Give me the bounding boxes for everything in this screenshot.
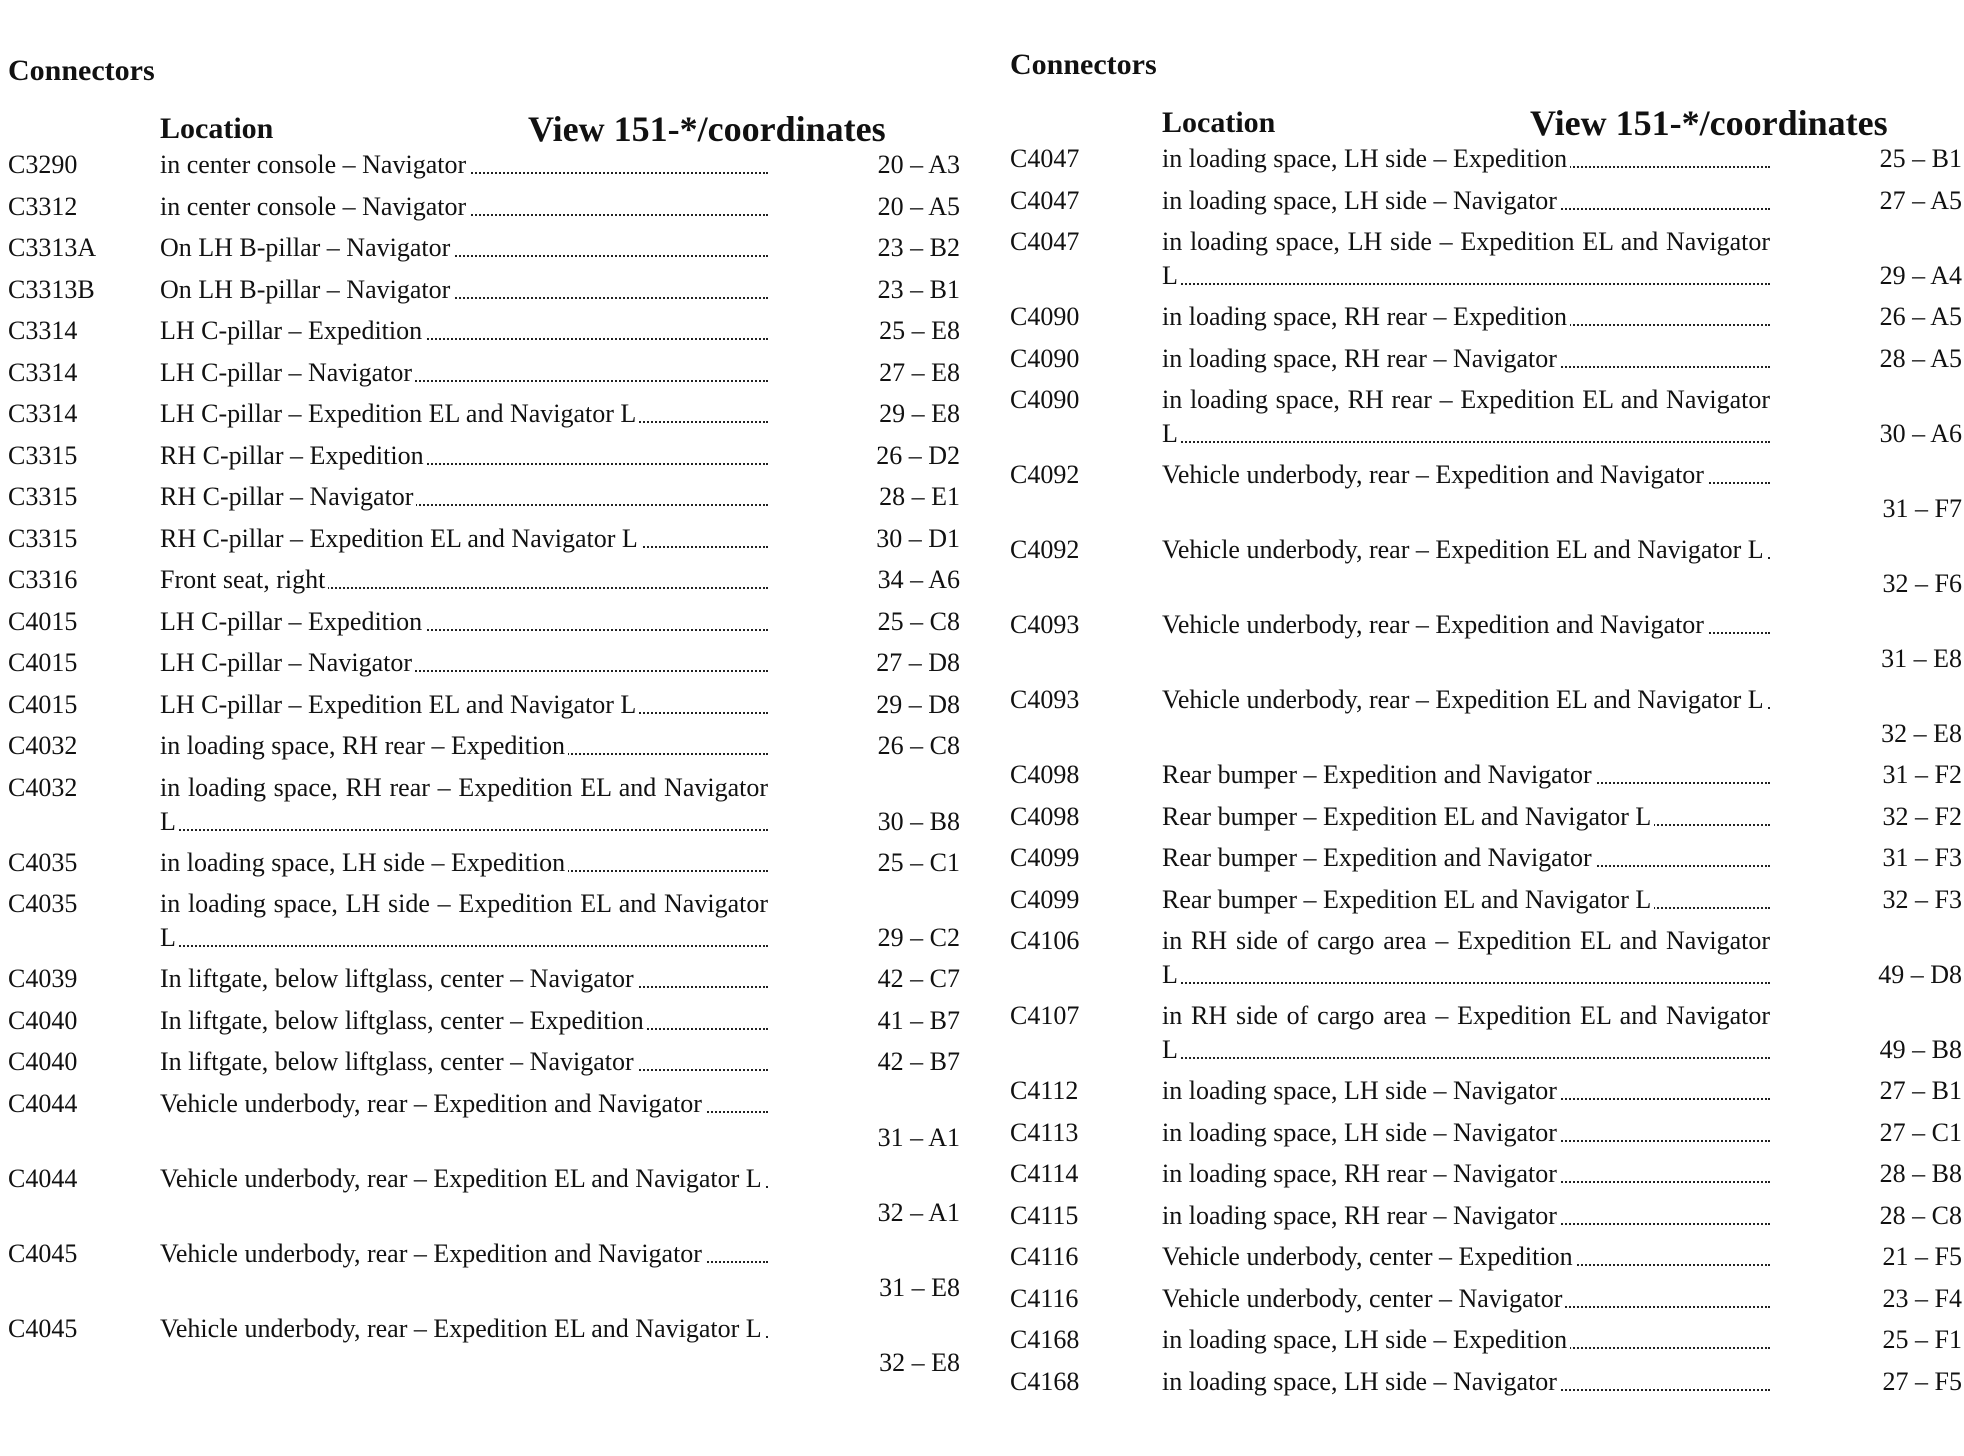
location-text: Vehicle underbody, center – Navigator <box>1162 1284 1565 1313</box>
leader-dots <box>160 829 768 831</box>
table-row <box>8 887 968 962</box>
table-row <box>1010 800 1964 842</box>
table-row <box>1010 1282 1964 1324</box>
table-row <box>1010 758 1964 800</box>
connector-list <box>8 148 968 1387</box>
table-row <box>8 1004 968 1046</box>
table-row <box>8 148 968 190</box>
table-row <box>1010 1365 1964 1407</box>
connector-location <box>160 480 768 514</box>
connector-code: C4092 <box>1010 535 1080 564</box>
connector-location <box>160 729 768 763</box>
location-text: in loading space, LH side – Navigator <box>1162 1118 1560 1147</box>
table-row <box>8 1045 968 1087</box>
view-coordinate: 32 – F3 <box>1882 884 1962 914</box>
table-row <box>8 522 968 564</box>
connector-code: C4015 <box>8 606 78 636</box>
connector-location <box>1162 800 1770 834</box>
location-text: Vehicle underbody, rear – Expedition EL and Navigator L <box>160 1164 765 1193</box>
location-text: in loading space, LH side – Expedition <box>160 848 568 877</box>
location-text: Vehicle underbody, rear – Expedition and Navigator <box>1162 460 1707 489</box>
connector-code: C4090 <box>1010 385 1080 414</box>
connector-location <box>160 846 768 880</box>
connector-location <box>1162 458 1770 492</box>
section-title: Connectors <box>1010 48 1157 81</box>
connector-location <box>1162 225 1770 293</box>
view-coordinate: 31 – A1 <box>877 1122 960 1152</box>
connector-location <box>160 771 768 839</box>
view-coordinate: 27 – F5 <box>1882 1366 1962 1396</box>
table-row <box>1010 999 1964 1074</box>
location-text: in loading space, RH rear – Navigator <box>1162 1159 1560 1188</box>
connector-code: C3313B <box>8 274 95 304</box>
table-row <box>8 605 968 647</box>
connector-location <box>160 1045 768 1079</box>
connector-code: C4040 <box>8 1005 78 1035</box>
table-row <box>1010 383 1964 458</box>
table-row <box>1010 1240 1964 1282</box>
connector-location <box>160 148 768 182</box>
location-text: Rear bumper – Expedition and Navigator <box>1162 760 1595 789</box>
view-coordinate: 34 – A6 <box>877 565 960 594</box>
view-coordinate: 21 – F5 <box>1882 1242 1962 1271</box>
table-row <box>8 563 968 605</box>
view-coordinate: 30 – D1 <box>876 523 960 553</box>
connector-location <box>160 962 768 996</box>
table-row <box>1010 1199 1964 1241</box>
connector-code: C4015 <box>8 648 78 677</box>
connector-location <box>160 1237 768 1271</box>
view-coordinate: 27 – E8 <box>879 357 960 387</box>
table-row <box>1010 883 1964 925</box>
view-coordinate: 27 – A5 <box>1879 185 1962 215</box>
connector-location <box>1162 1282 1770 1316</box>
location-text: In liftgate, below liftglass, center – Navigator <box>160 1047 637 1076</box>
table-row <box>8 397 968 439</box>
view-coordinate: 28 – C8 <box>1879 1200 1962 1230</box>
location-text: in center console – Navigator <box>160 150 469 179</box>
connector-code: C4099 <box>1010 843 1080 872</box>
location-text: in loading space, LH side – Expedition <box>1162 1325 1570 1354</box>
connector-location <box>1162 184 1770 218</box>
connector-location <box>1162 841 1770 875</box>
table-row <box>1010 300 1964 342</box>
connector-location <box>1162 608 1770 642</box>
view-coordinate: 31 – F7 <box>1882 494 1962 523</box>
location-text: in loading space, RH rear – Expedition EL and Navigator L <box>1162 385 1770 448</box>
location-text: Vehicle underbody, rear – Expedition EL and Navigator L <box>1162 685 1767 714</box>
location-text: Front seat, right <box>160 565 328 594</box>
table-row <box>1010 184 1964 226</box>
view-coordinate: 23 – F4 <box>1882 1283 1962 1313</box>
view-coordinate: 28 – B8 <box>1879 1159 1962 1188</box>
location-text: LH C-pillar – Expedition EL and Navigator L <box>160 690 639 719</box>
leader-dots <box>160 945 768 947</box>
connector-code: C3315 <box>8 440 78 470</box>
view-coordinate: 32 – F2 <box>1882 801 1962 831</box>
table-row <box>8 1312 968 1387</box>
connector-code: C3314 <box>8 399 78 428</box>
connector-code: C4032 <box>8 772 78 802</box>
table-row <box>1010 458 1964 533</box>
connector-location <box>160 314 768 348</box>
table-header <box>1010 102 1964 146</box>
location-text: LH C-pillar – Expedition <box>160 607 425 636</box>
connector-location <box>160 1087 768 1121</box>
table-row <box>1010 1116 1964 1158</box>
view-coordinate: 27 – C1 <box>1879 1117 1962 1147</box>
connector-code: C4047 <box>1010 185 1080 215</box>
location-text: In liftgate, below liftglass, center – Navigator <box>160 964 637 993</box>
location-text: in loading space, LH side – Navigator <box>1162 1367 1560 1396</box>
view-coordinate: 30 – A6 <box>1879 419 1962 448</box>
connector-code: C3315 <box>8 523 78 553</box>
connector-code: C4047 <box>1010 144 1080 173</box>
connector-code: C4106 <box>1010 926 1080 955</box>
connector-code: C4093 <box>1010 685 1080 714</box>
connector-code: C3313A <box>8 233 97 262</box>
view-coordinate: 20 – A3 <box>877 150 960 179</box>
connector-code: C3316 <box>8 565 78 594</box>
view-coordinate: 23 – B1 <box>877 274 960 304</box>
connector-code: C4090 <box>1010 343 1080 373</box>
location-text: In liftgate, below liftglass, center – Expedition <box>160 1006 647 1035</box>
location-text: in RH side of cargo area – Expedition EL and Navigator L <box>1162 926 1770 989</box>
view-coordinate: 25 – B1 <box>1879 144 1962 173</box>
view-coordinate: 31 – F3 <box>1882 843 1962 872</box>
view-coordinate: 29 – C2 <box>877 923 960 952</box>
view-coordinate: 26 – D2 <box>876 440 960 470</box>
table-row <box>8 771 968 846</box>
location-text: in loading space, RH rear – Expedition <box>160 731 568 760</box>
connector-location <box>160 887 768 955</box>
view-coordinate: 27 – B1 <box>1879 1076 1962 1105</box>
connector-location <box>1162 999 1770 1067</box>
table-row <box>8 314 968 356</box>
connector-code: C4035 <box>8 847 78 877</box>
table-row <box>1010 924 1964 999</box>
table-row <box>8 1237 968 1312</box>
view-coordinate: 42 – B7 <box>877 1047 960 1076</box>
table-row <box>1010 142 1964 184</box>
connector-location <box>1162 1157 1770 1191</box>
connector-location <box>160 397 768 431</box>
connector-location <box>1162 342 1770 376</box>
leader-dots <box>1162 283 1770 285</box>
table-row <box>8 273 968 315</box>
table-row <box>1010 342 1964 384</box>
connector-location <box>1162 300 1770 334</box>
connector-location <box>1162 1240 1770 1274</box>
connector-code: C3314 <box>8 357 78 387</box>
table-row <box>8 356 968 398</box>
connector-code: C4015 <box>8 689 78 719</box>
connector-code: C3290 <box>8 150 78 179</box>
connector-code: C4090 <box>1010 302 1080 331</box>
view-coordinate: 25 – C8 <box>877 606 960 636</box>
connector-location <box>160 273 768 307</box>
leader-dots <box>1162 441 1770 443</box>
table-row <box>1010 225 1964 300</box>
connector-code: C3315 <box>8 482 78 511</box>
location-text: RH C-pillar – Expedition <box>160 441 427 470</box>
view-coordinate: 26 – C8 <box>877 731 960 760</box>
connector-location <box>160 563 768 597</box>
view-coordinate: 31 – F2 <box>1882 760 1962 789</box>
connector-location <box>1162 758 1770 792</box>
section-title: Connectors <box>8 54 155 87</box>
header-view-coordinates: View 151-*/coordinates <box>528 109 886 149</box>
connector-location <box>160 522 768 556</box>
table-row <box>8 846 968 888</box>
view-coordinate: 32 – F6 <box>1882 569 1962 598</box>
connector-code: C4116 <box>1010 1283 1079 1313</box>
connector-location <box>160 1162 768 1196</box>
connector-list <box>1010 142 1964 1406</box>
view-coordinate: 28 – E1 <box>879 482 960 511</box>
view-coordinate: 32 – E8 <box>1881 719 1962 748</box>
connector-code: C4032 <box>8 731 78 760</box>
view-coordinate: 28 – A5 <box>1879 343 1962 373</box>
connector-code: C4035 <box>8 889 78 918</box>
location-text: in loading space, LH side – Expedition EL and Navigator L <box>1162 227 1770 290</box>
view-coordinate: 23 – B2 <box>877 233 960 262</box>
table-row <box>8 1162 968 1237</box>
view-coordinate: 49 – B8 <box>1879 1035 1962 1064</box>
view-coordinate: 27 – D8 <box>876 648 960 677</box>
view-coordinate: 29 – E8 <box>879 399 960 428</box>
location-text: RH C-pillar – Expedition EL and Navigator L <box>160 524 641 553</box>
connector-code: C3314 <box>8 316 78 345</box>
connector-location <box>1162 1074 1770 1108</box>
table-row <box>8 231 968 273</box>
table-row <box>1010 608 1964 683</box>
table-row <box>8 729 968 771</box>
connector-code: C4045 <box>8 1313 78 1343</box>
view-coordinate: 42 – C7 <box>877 964 960 993</box>
view-coordinate: 20 – A5 <box>877 191 960 221</box>
connector-location <box>1162 533 1770 567</box>
connector-code: C4098 <box>1010 801 1080 831</box>
connector-code: C4114 <box>1010 1159 1079 1188</box>
leader-dots <box>1162 982 1770 984</box>
view-coordinate: 29 – D8 <box>876 689 960 719</box>
view-coordinate: 32 – A1 <box>877 1197 960 1227</box>
connector-code: C4099 <box>1010 884 1080 914</box>
location-text: Vehicle underbody, center – Expedition <box>1162 1242 1576 1271</box>
connector-location <box>160 688 768 722</box>
connector-code: C4168 <box>1010 1366 1080 1396</box>
location-text: in loading space, RH rear – Expedition EL and Navigator L <box>160 772 768 836</box>
connector-location <box>160 190 768 224</box>
connector-code: C4107 <box>1010 1001 1080 1030</box>
table-row <box>8 439 968 481</box>
connector-location <box>1162 1116 1770 1150</box>
connector-code: C4112 <box>1010 1076 1079 1105</box>
location-text: in loading space, LH side – Expedition <box>1162 144 1570 173</box>
location-text: in center console – Navigator <box>160 192 469 221</box>
connector-code: C4116 <box>1010 1242 1079 1271</box>
connector-location <box>1162 883 1770 917</box>
location-text: in loading space, RH rear – Expedition <box>1162 302 1570 331</box>
connector-location <box>160 1312 768 1346</box>
table-row <box>8 962 968 1004</box>
view-coordinate: 31 – E8 <box>1881 644 1962 673</box>
location-text: in RH side of cargo area – Expedition EL and Navigator L <box>1162 1001 1770 1064</box>
connector-location <box>160 646 768 680</box>
connector-code: C4045 <box>8 1238 78 1268</box>
connector-code: C4047 <box>1010 227 1080 256</box>
connector-location <box>160 231 768 265</box>
view-coordinate: 30 – B8 <box>877 806 960 836</box>
table-row <box>1010 1074 1964 1116</box>
connector-location <box>1162 683 1770 717</box>
connector-code: C4040 <box>8 1047 78 1076</box>
location-text: Rear bumper – Expedition EL and Navigator L <box>1162 885 1654 914</box>
connector-location <box>160 439 768 473</box>
table-row <box>8 480 968 522</box>
table-header <box>8 108 968 152</box>
view-coordinate: 25 – E8 <box>879 316 960 345</box>
header-view-coordinates: View 151-*/coordinates <box>1530 103 1888 143</box>
location-text: Vehicle underbody, rear – Expedition and Navigator <box>1162 610 1707 639</box>
location-text: LH C-pillar – Navigator <box>160 648 415 677</box>
location-text: LH C-pillar – Expedition EL and Navigator L <box>160 399 639 428</box>
connector-code: C4044 <box>8 1088 78 1118</box>
table-row <box>1010 841 1964 883</box>
table-row <box>1010 1157 1964 1199</box>
table-row <box>8 646 968 688</box>
connector-location <box>1162 1199 1770 1233</box>
location-text: in loading space, LH side – Navigator <box>1162 186 1560 215</box>
connector-location <box>1162 383 1770 451</box>
table-row <box>1010 683 1964 758</box>
location-text: Vehicle underbody, rear – Expedition EL and Navigator L <box>1162 535 1767 564</box>
location-text: On LH B-pillar – Navigator <box>160 233 453 262</box>
location-text: in loading space, LH side – Navigator <box>1162 1076 1560 1105</box>
view-coordinate: 32 – E8 <box>879 1347 960 1377</box>
table-row <box>1010 1323 1964 1365</box>
table-row <box>8 1087 968 1162</box>
leader-dots <box>1162 1057 1770 1059</box>
location-text: On LH B-pillar – Navigator <box>160 275 453 304</box>
connector-location <box>1162 1365 1770 1399</box>
view-coordinate: 41 – B7 <box>877 1005 960 1035</box>
header-location: Location <box>160 112 274 145</box>
location-text: in loading space, RH rear – Navigator <box>1162 344 1560 373</box>
connector-location <box>1162 142 1770 176</box>
connector-location <box>160 1004 768 1038</box>
location-text: Vehicle underbody, rear – Expedition and Navigator <box>160 1089 705 1118</box>
location-text: Rear bumper – Expedition EL and Navigator L <box>1162 802 1654 831</box>
location-text: in loading space, RH rear – Navigator <box>1162 1201 1560 1230</box>
view-coordinate: 25 – F1 <box>1882 1325 1962 1354</box>
connector-code: C4115 <box>1010 1200 1079 1230</box>
location-text: LH C-pillar – Expedition <box>160 316 425 345</box>
table-row <box>1010 533 1964 608</box>
connector-location <box>160 356 768 390</box>
table-row <box>8 688 968 730</box>
view-coordinate: 31 – E8 <box>879 1272 960 1302</box>
connector-code: C4168 <box>1010 1325 1080 1354</box>
location-text: in loading space, LH side – Expedition EL and Navigator L <box>160 889 768 952</box>
connector-code: C4044 <box>8 1163 78 1193</box>
view-coordinate: 29 – A4 <box>1879 261 1962 290</box>
view-coordinate: 25 – C1 <box>877 847 960 877</box>
connector-code: C4093 <box>1010 610 1080 639</box>
location-text: Vehicle underbody, rear – Expedition and Navigator <box>160 1239 705 1268</box>
connector-location <box>1162 1323 1770 1357</box>
table-row <box>8 190 968 232</box>
location-text: LH C-pillar – Navigator <box>160 358 415 387</box>
connector-code: C4092 <box>1010 460 1080 489</box>
view-coordinate: 49 – D8 <box>1878 960 1962 989</box>
location-text: RH C-pillar – Navigator <box>160 482 416 511</box>
header-location: Location <box>1162 106 1276 139</box>
connector-code: C4098 <box>1010 760 1080 789</box>
connector-location <box>160 605 768 639</box>
view-coordinate: 26 – A5 <box>1879 302 1962 331</box>
connector-location <box>1162 924 1770 992</box>
connector-code: C4039 <box>8 964 78 993</box>
connector-code: C4113 <box>1010 1117 1079 1147</box>
connector-code: C3312 <box>8 191 78 221</box>
location-text: Rear bumper – Expedition and Navigator <box>1162 843 1595 872</box>
location-text: Vehicle underbody, rear – Expedition EL and Navigator L <box>160 1314 765 1343</box>
